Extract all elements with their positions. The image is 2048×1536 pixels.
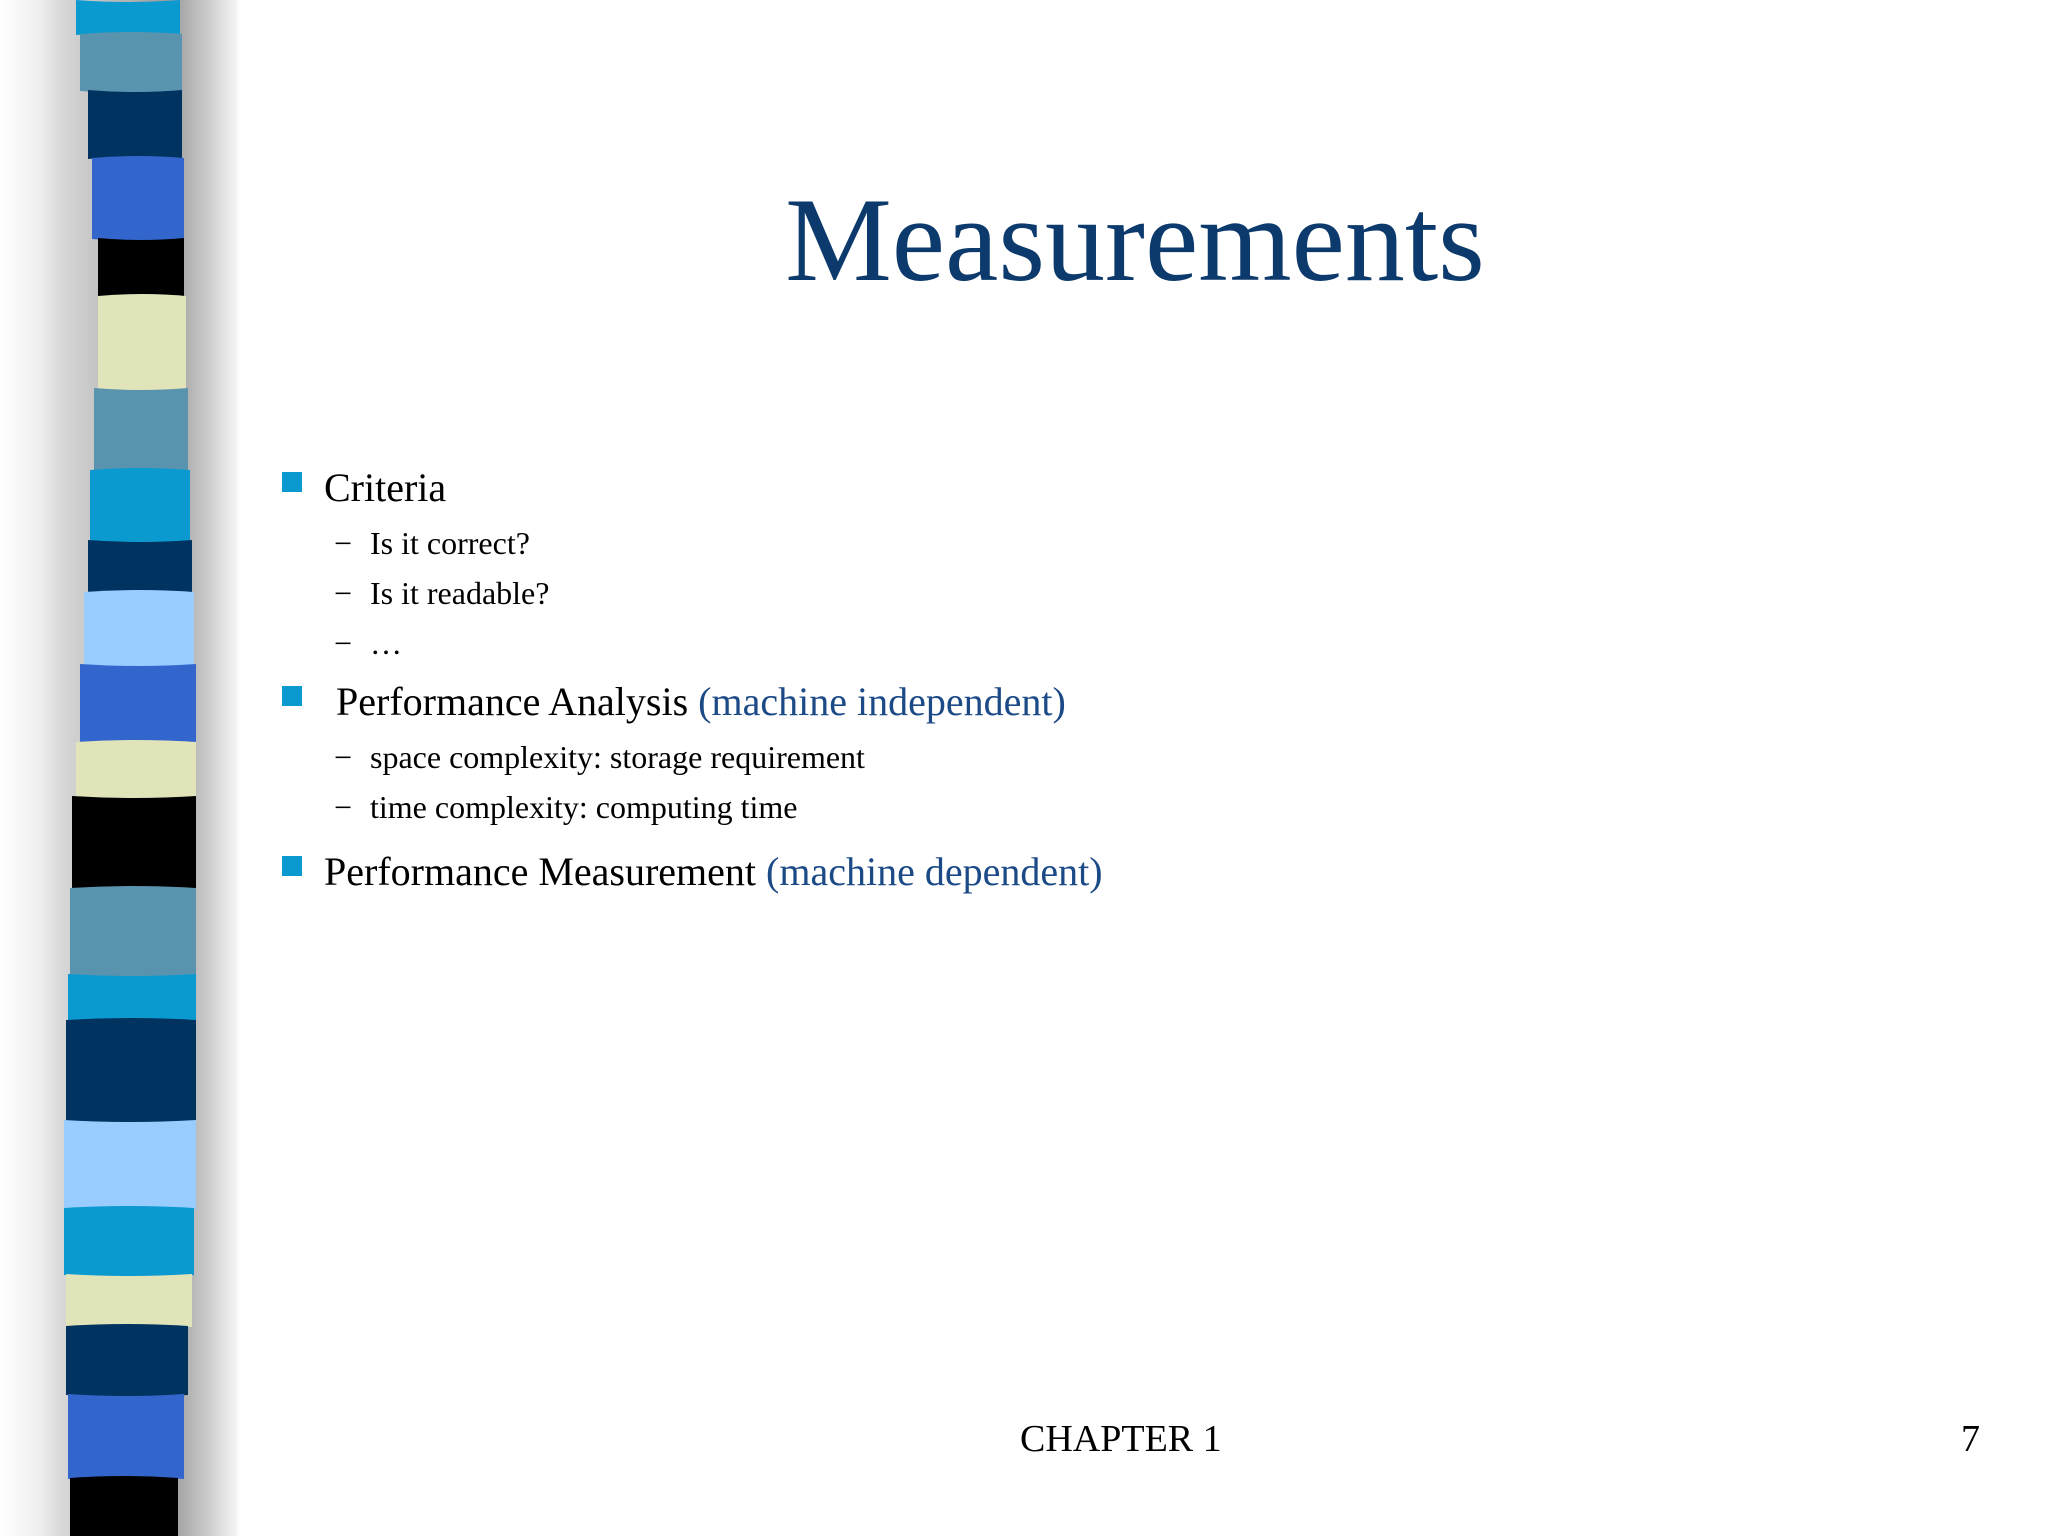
bullet-text: Performance Analysis [336,679,689,724]
strip-segment [98,294,186,391]
bullet-label [324,458,446,518]
decorative-striped-bar [0,0,240,1536]
strip-segment [66,1324,188,1397]
dash-bullet-icon: − [334,625,353,661]
strip-segment [92,156,184,241]
sub-bullet-correct [282,518,1982,568]
strip-segment [98,238,184,297]
strip-segment [76,0,180,35]
strip-segment [70,886,196,977]
bullet-list [282,458,1982,902]
sub-bullet-text: space complexity: storage requirement [370,739,865,775]
bullet-label [324,842,1103,902]
bullet-accent-text: (machine independent) [698,679,1066,724]
strip-segment [64,1206,194,1277]
slide-title: Measurements [785,173,1485,306]
strip-segment [66,1018,196,1123]
sub-bullet-time-complexity [282,782,1982,832]
strip-segment [68,1394,184,1479]
strip-segment [80,664,196,743]
footer-chapter-label: CHAPTER 1 [1020,1418,1222,1460]
strip-segment [68,974,196,1021]
strip-segment [88,540,192,593]
strip-segment [66,1274,192,1327]
strip-segment [80,32,182,93]
strip-segment [64,1120,196,1209]
sub-bullet-text: time complexity: computing time [370,789,798,825]
dash-bullet-icon: − [334,525,353,561]
sub-bullet-text: Is it correct? [370,525,530,561]
sub-bullet-text: … [370,625,402,661]
sub-bullet-readable [282,568,1982,618]
strip-segment [88,90,182,159]
square-bullet-icon [282,686,302,706]
bullet-performance-measurement [282,842,1982,902]
bullet-label [336,672,1066,732]
bullet-criteria [282,458,1982,518]
strip-segment [76,740,196,799]
bullet-accent-text: (machine dependent) [766,849,1103,894]
bullet-text: Performance Measurement [324,849,757,894]
strip-segment [84,590,194,667]
page-number: 7 [1961,1418,1980,1460]
dash-bullet-icon: − [334,739,353,775]
dash-bullet-icon: − [334,575,353,611]
strip-segment [72,796,196,889]
dash-bullet-icon: − [334,789,353,825]
sub-bullet-space-complexity [282,732,1982,782]
sub-bullet-ellipsis [282,618,1982,668]
strip-segment [70,1476,178,1536]
square-bullet-icon [282,472,302,492]
strip-segment [90,468,190,543]
bullet-performance-analysis [282,672,1982,732]
strip-segment [94,388,188,471]
square-bullet-icon [282,856,302,876]
sub-bullet-text: Is it readable? [370,575,550,611]
bullet-text: Criteria [324,465,447,510]
